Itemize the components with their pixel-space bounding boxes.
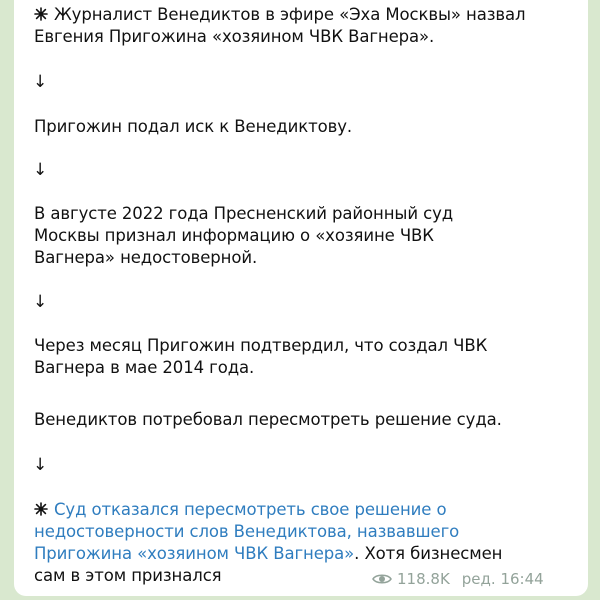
message-line: Через месяц Пригожин подтвердил, что создал ЧВК [34, 336, 488, 355]
message-line: Евгения Пригожина «хозяином ЧВК Вагнера». [34, 27, 435, 46]
edited-timestamp: ред. 16:44 [461, 570, 544, 588]
message-meta [372, 568, 544, 590]
court-link[interactable]: Пригожина «хозяином ЧВК Вагнера» [34, 544, 355, 563]
message-line: Венедиктов потребовал пересмотреть решение суда. [34, 410, 502, 429]
down-arrow: ↓ [33, 160, 48, 180]
sparkle-icon [34, 7, 48, 21]
message-line: Москвы признал информацию о «хозяине ЧВК [34, 226, 434, 245]
message-line: В августе 2022 года Пресненский районный суд [34, 204, 454, 223]
message-line: Журналист Венедиктов в эфире «Эха Москвы» назвал [34, 4, 525, 26]
message-line: Пригожина «хозяином ЧВК Вагнера». Хотя бизнесмен [34, 544, 503, 563]
down-arrow: ↓ [33, 455, 48, 475]
down-arrow: ↓ [33, 72, 48, 92]
eye-icon [372, 572, 392, 586]
message-line: сам в этом признался [34, 566, 222, 585]
down-arrow: ↓ [33, 292, 48, 312]
court-link[interactable]: Суд отказался пересмотреть свое решение о [54, 500, 447, 519]
message-line: Вагнера» недостоверной. [34, 248, 258, 267]
message-line [34, 521, 459, 543]
message-line: Вагнера в мае 2014 года. [34, 358, 255, 377]
view-count: 118.8K [397, 570, 450, 588]
message-line: Пригожин подал иск к Венедиктову. [34, 117, 353, 136]
court-link[interactable]: недостоверности слов Венедиктова, назвавшего [34, 522, 460, 541]
sparkle-icon [34, 502, 48, 516]
message-line [34, 499, 446, 521]
